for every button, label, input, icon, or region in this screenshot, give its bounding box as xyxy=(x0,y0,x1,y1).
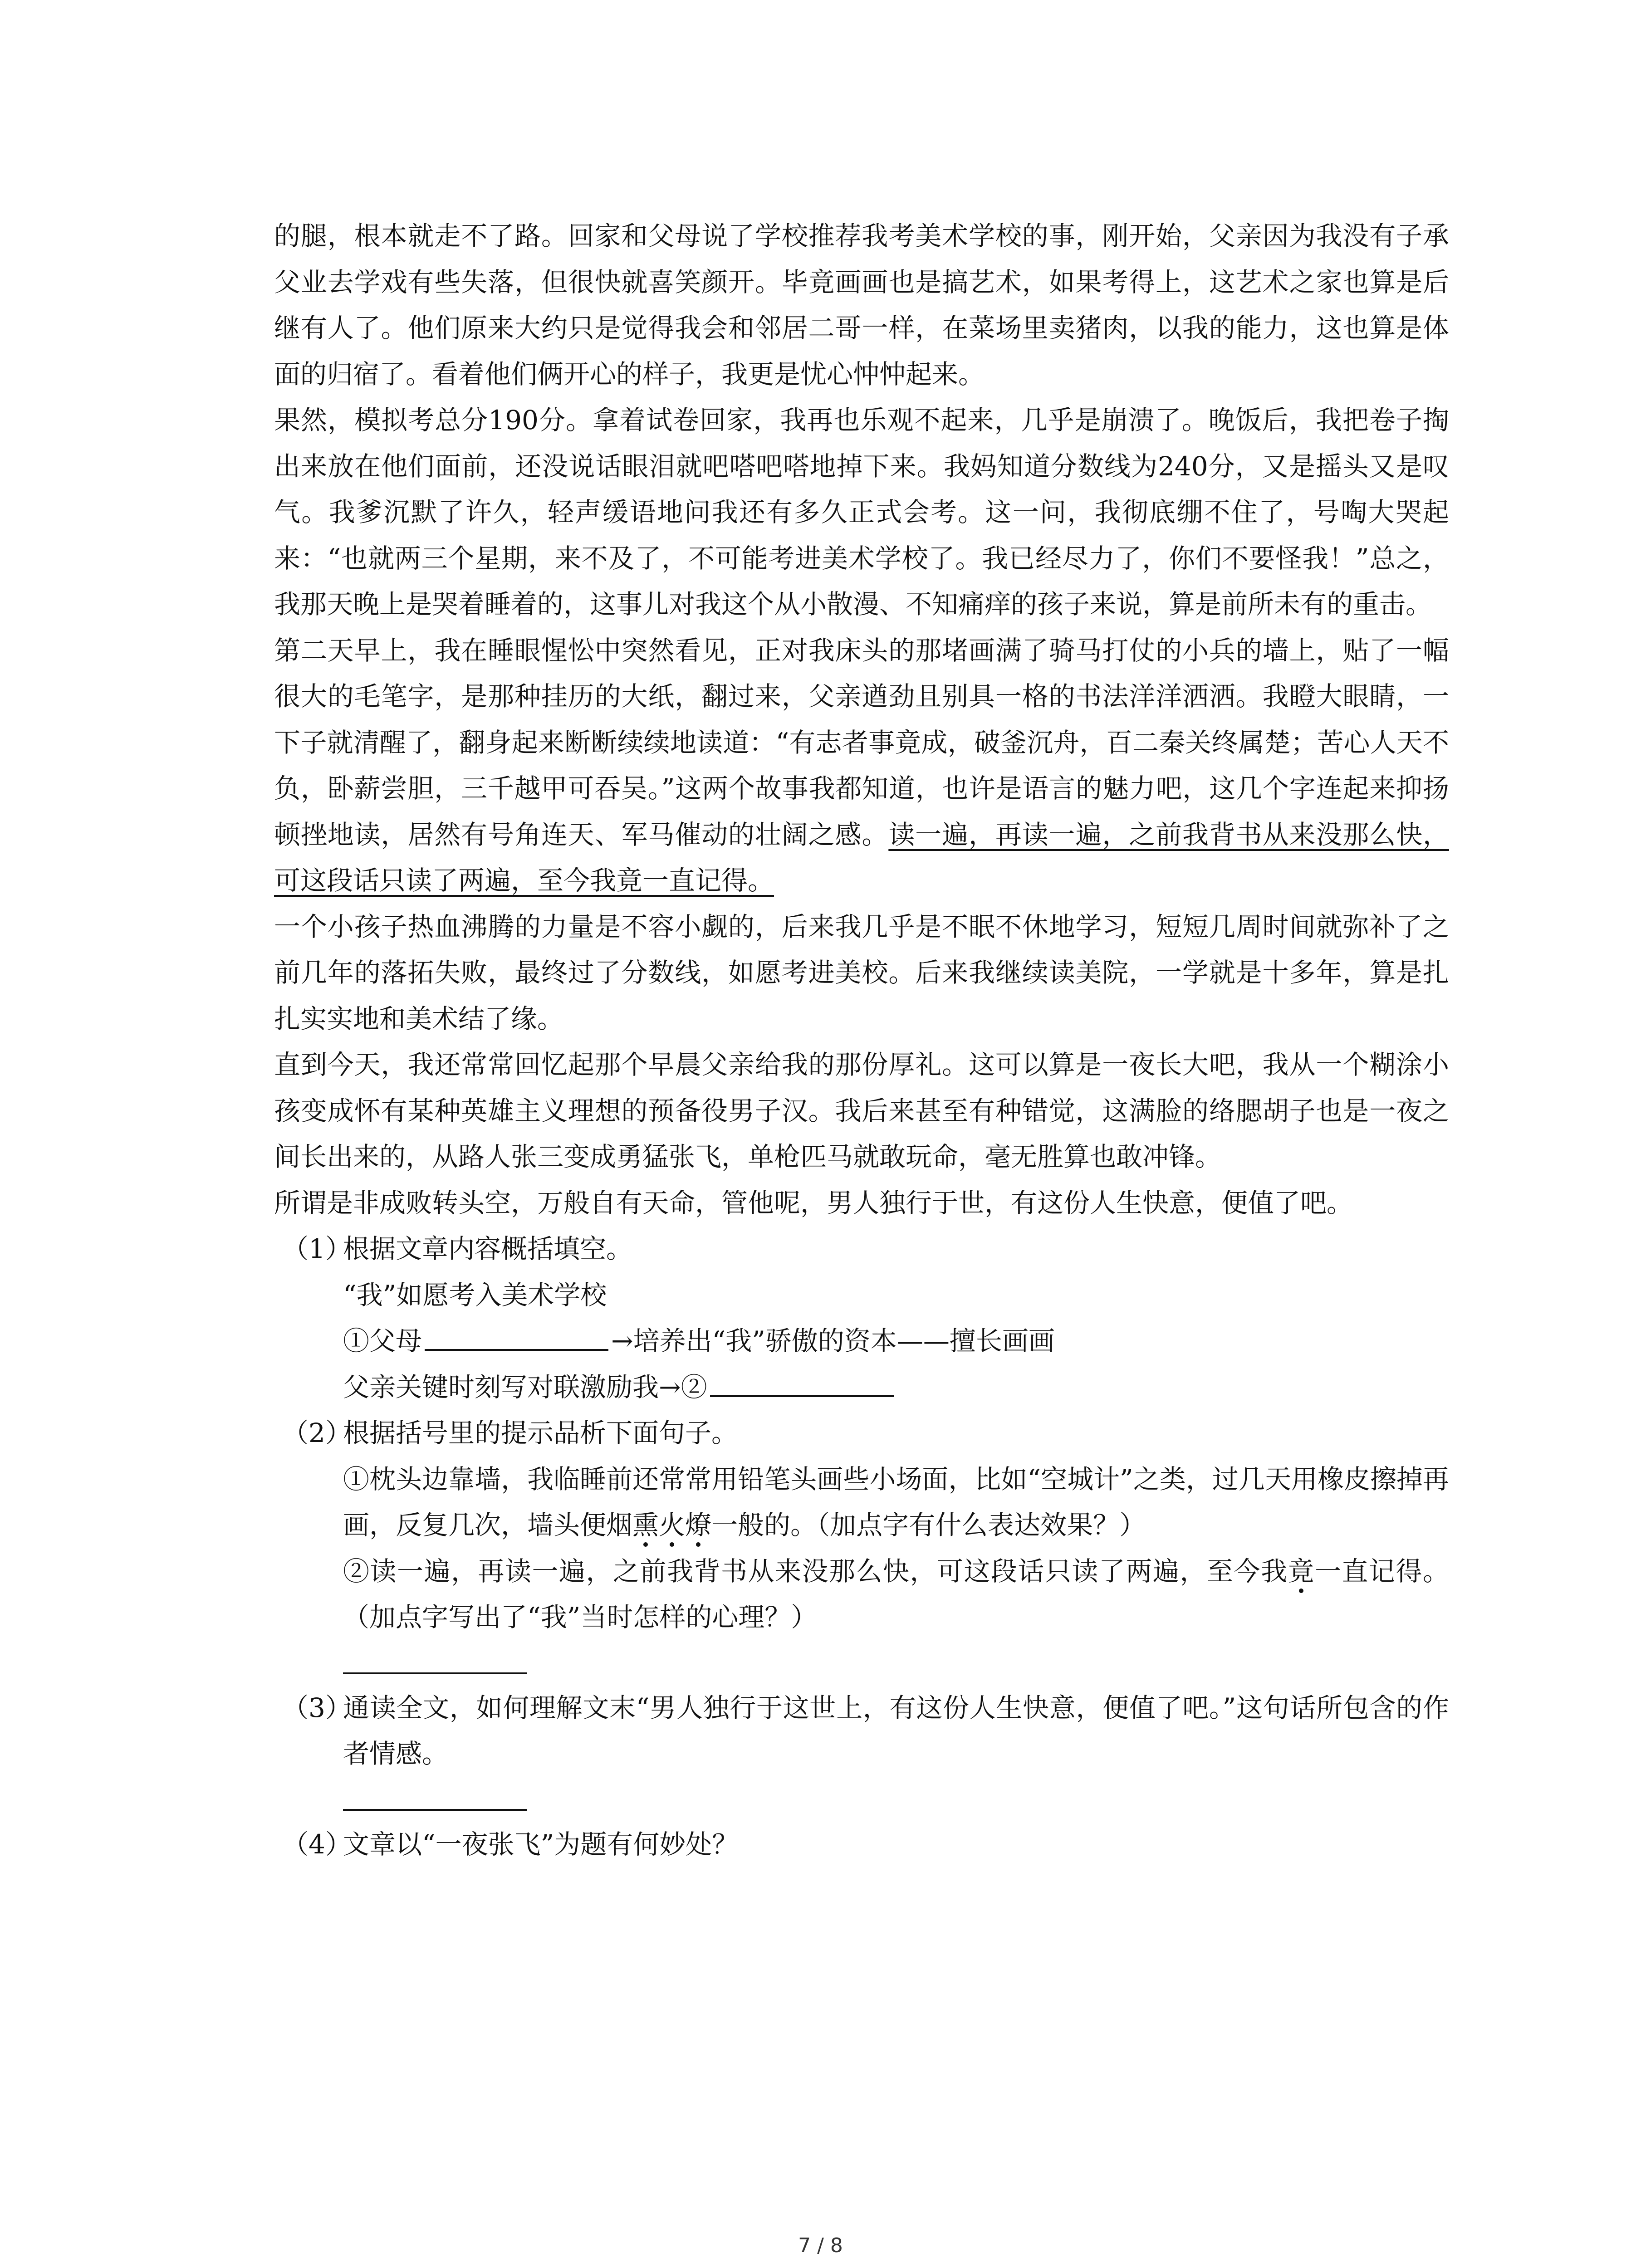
question-1-number: （1） xyxy=(282,1233,352,1264)
question-2-number: （2） xyxy=(282,1418,352,1448)
dotted-char-1: 熏 xyxy=(632,1510,659,1540)
question-2-prompt: 根据括号里的提示品析下面句子。 xyxy=(343,1418,738,1448)
question-1-line-2-start: ①父母 xyxy=(343,1325,422,1356)
page-number: 7 / 8 xyxy=(798,2234,843,2257)
underlined-sentence: 读一遍，再读一遍，之前我背书从来没那么快，可这段话只读了两遍，至今我竟一直记得。 xyxy=(274,819,1449,896)
question-2 xyxy=(274,1410,1449,1674)
dotted-char-2: 火 xyxy=(659,1510,686,1540)
sentence-2-start: ②读一遍，再读一遍，之前我背书从来没那么快，可这段话只读了两遍，至今我 xyxy=(343,1555,1288,1587)
sentence-1-end: 一般的。（加点字有什么表达效果？） xyxy=(711,1510,1146,1540)
question-4-number: （4） xyxy=(282,1828,352,1860)
question-4 xyxy=(274,1822,1449,1868)
answer-blank-1[interactable] xyxy=(425,1349,608,1351)
answer-line-q3[interactable] xyxy=(343,1809,527,1811)
question-1-line-3 xyxy=(274,1364,1449,1411)
passage-paragraph-1: 的腿，根本就走不了路。回家和父母说了学校推荐我考美术学校的事，刚开始，父亲因为我没有子承父业去学戏有些失落，但很快就喜笑颜开。毕竟画画也是搞艺术，如果考得上，这艺术之家也算是后继有人了。他们原来大约只是觉得我会和邻居二哥一样，在菜场里卖猪肉，以我的能力，这也算是体面的归宿了。看着他们俩开心的样子，我更是忧心忡忡起来。 xyxy=(274,220,1449,390)
answer-line-q2[interactable] xyxy=(343,1672,527,1674)
question-2-sentence-1 xyxy=(274,1457,1449,1549)
passage-paragraph-5: 直到今天，我还常常回忆起那个早晨父亲给我的那份厚礼。这可以算是一夜长大吧，我从一个糊涂小孩变成怀有某种英雄主义理想的预备役男子汉。我后来甚至有种错觉，这满脸的络腮胡子也是一夜之间长出来的，从路人张三变成勇猛张飞，单枪匹马就敢玩命，毫无胜算也敢冲锋。 xyxy=(274,1049,1449,1172)
answer-blank-2[interactable] xyxy=(710,1395,894,1397)
question-1-line-1: “我”如愿考入美术学校 xyxy=(343,1279,607,1310)
passage-paragraph-2: 果然，模拟考总分190分。拿着试卷回家，我再也乐观不起来，几乎是崩溃了。晚饭后，我把卷子掏出来放在他们面前，还没说话眼泪就吧嗒吧嗒地掉下来。我妈知道分数线为240分，又是摇头又是叹气。我爹沉默了许久，轻声缓语地问我还有多久正式会考。这一问，我彻底绷不住了，号啕大哭起来：“也就两三个星期，来不及了，不可能考进美术学校了。我已经尽力了，你们不要怪我！”总之，我那天晚上是哭着睡着的，这事儿对我这个从小散漫、不知痛痒的孩子来说，算是前所未有的重击。 xyxy=(274,405,1449,620)
passage-paragraph-3-text: 第二天早上，我在睡眼惺忪中突然看见，正对我床头的那堵画满了骑马打仗的小兵的墙上，贴了一幅很大的毛笔字，是那种挂历的大纸，翻过来，父亲遒劲且别具一格的书法洋洋洒洒。我瞪大眼睛，一下子就清醒了，翻身起来断断续续地读道：“有志者事竟成，破釜沉舟，百二秦关终属楚；苦心人天不负，卧薪尝胆，三千越甲可吞吴。”这两个故事我都知道，也许是语言的魅力吧，这几个字连起来抑扬顿挫地读，居然有号角连天、军马催动的壮阔之感。 xyxy=(274,635,1449,850)
question-1-line-2-end: →培养出“我”骄傲的资本——擅长画画 xyxy=(611,1325,1055,1356)
passage-paragraph-3 xyxy=(274,628,1449,904)
question-3-prompt: 通读全文，如何理解文末“男人独行于这世上，有这份人生快意，便值了吧。”这句话所包含的作者情感。 xyxy=(343,1692,1449,1769)
question-3 xyxy=(274,1685,1449,1811)
question-1 xyxy=(274,1226,1449,1410)
sentence-2-end: 一直记得。（加点字写出了“我”当时怎样的心理？） xyxy=(343,1555,1449,1633)
question-1-line-3-text: 父亲关键时刻写对联激励我→② xyxy=(343,1371,707,1403)
question-2-sentence-2 xyxy=(274,1549,1449,1641)
sentence-1-start: ①枕头边靠墙，我临睡前还常常用铅笔头画些小场面，比如“空城计”之类，过几天用橡皮擦掉再画，反复几次，墙头便烟 xyxy=(343,1463,1449,1540)
dotted-char-3: 燎 xyxy=(685,1510,712,1540)
question-3-number: （3） xyxy=(282,1692,352,1723)
question-4-prompt: 文章以“一夜张飞”为题有何妙处？ xyxy=(343,1828,739,1860)
dotted-char-4: 竟 xyxy=(1288,1555,1315,1587)
passage-paragraph-6: 所谓是非成败转头空，万般自有天命，管他呢，男人独行于世，有这份人生快意，便值了吧。 xyxy=(274,1187,1353,1218)
question-1-line-2 xyxy=(274,1318,1449,1364)
question-1-prompt: 根据文章内容概括填空。 xyxy=(343,1233,633,1264)
passage-paragraph-4: 一个小孩子热血沸腾的力量是不容小觑的，后来我几乎是不眠不休地学习，短短几周时间就弥补了之前几年的落拓失败，最终过了分数线，如愿考进美校。后来我继续读美院，一学就是十多年，算是扎扎实实地和美术结了缘。 xyxy=(274,911,1449,1034)
document-content xyxy=(274,213,1449,1867)
